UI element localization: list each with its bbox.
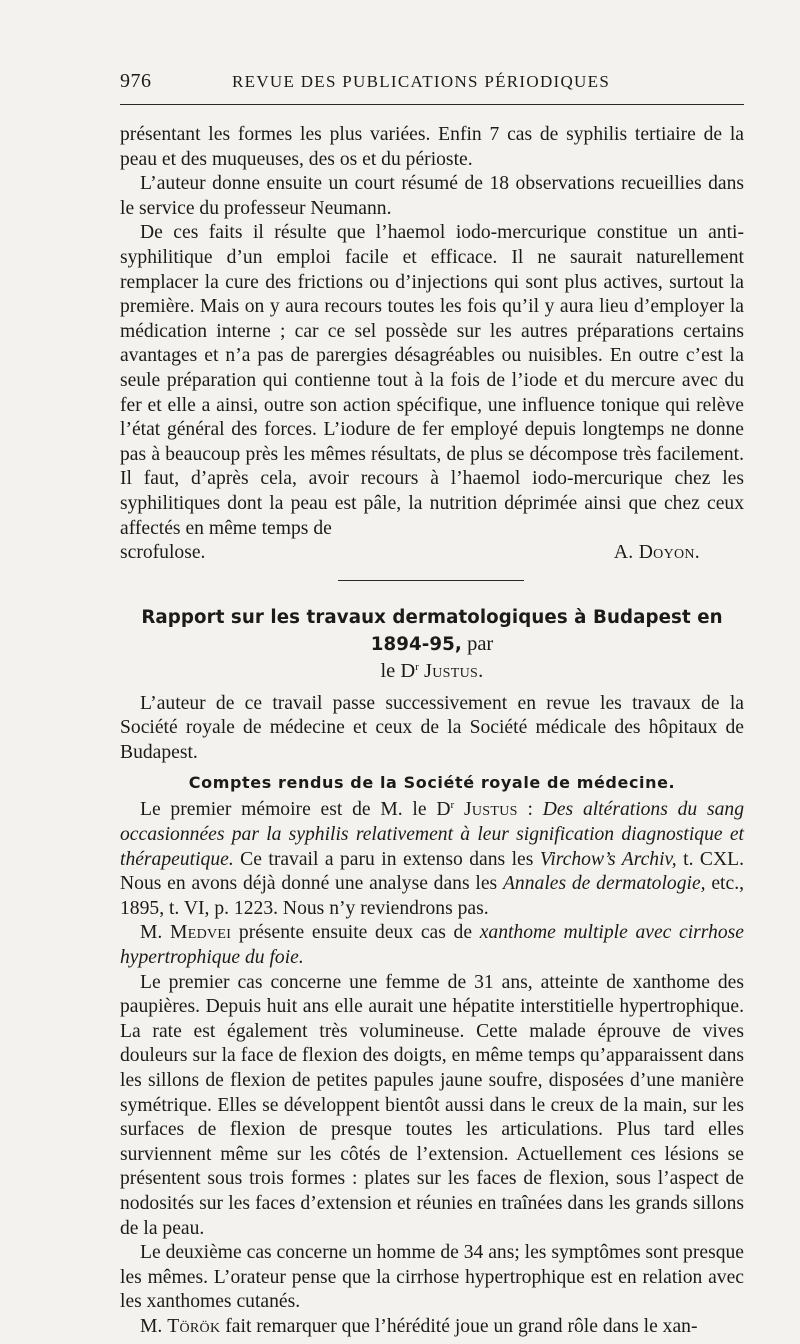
- section-divider: [338, 580, 524, 581]
- memoir-title: Des altérations du sang occasionnées par la syphilis relativement à leur signification diagnostique et thérapeutique.: [120, 799, 744, 870]
- page-number: 976: [120, 70, 152, 92]
- paragraph-torok: [120, 1315, 744, 1340]
- author-signature: A. Doyon.: [613, 542, 700, 564]
- paragraph-intro: L’auteur de ce travail passe successivement en revue les travaux de la Société royale de médecine et ceux de la Société médicale des hôpitaux de Budapest.: [120, 692, 744, 763]
- section-subheading: Comptes rendus de la Société royale de médecine.: [188, 773, 676, 793]
- text-run: etc., 1895, t. VI, p. 1223. Nous n’y reviendrons pas.: [120, 873, 744, 919]
- paragraph-case-one: Le premier cas concerne une femme de 31 ans, atteinte de xanthome des paupières. Depuis huit ans elle aurait une hépatite interstitielle hypertrophique. La rate est également très volumineuse. Cette malade éprouve de vives douleurs sur la face de flexion des doigts, en même temps qu’apparaissent dans les sillons de flexion de petites papules jaune soufre, disposées d’une manière symétrique. Elles se développent bientôt aussi dans le creux de la main, sur les surfaces de flexion de presque toutes les articulations. Plus tard elles surviennent même sur les côtés de l’extension. Actuellement ces lésions se présentent sous trois formes : plates sur les faces de flexion, sous l’aspect de nodosités sur les faces d’extension et réunies en traînées dans les grands sillons de la peau.: [120, 971, 744, 1239]
- text-run: présente ensuite deux cas de: [231, 922, 480, 944]
- case-title: xanthome multiple avec cirrhose hypertrophique du foie.: [120, 922, 744, 969]
- text-run: Ce travail a paru in extenso dans les: [233, 848, 540, 870]
- text-run: fait remarquer que l’hérédité joue un grand rôle dans le xan-: [220, 1315, 698, 1337]
- article-signature-line: [120, 541, 744, 566]
- paragraph-neumann: L’auteur donne ensuite un court résumé de 18 observations recueillies dans le service du professeur Neumann.: [120, 173, 744, 219]
- author-sup: r: [415, 660, 419, 673]
- superscript: r: [450, 799, 455, 812]
- author-name: Justus.: [423, 659, 484, 682]
- text-run: M.: [140, 1315, 168, 1337]
- journal-title: Annales de dermatologie,: [502, 873, 706, 895]
- author-prefix: le D: [380, 659, 416, 682]
- paragraph-case-two: Le deuxième cas concerne un homme de 34 ans; les symptômes sont presque les mêmes. L’orateur pense que la cirrhose hypertrophique est en relation avec les xanthomes cutanés.: [120, 1242, 744, 1313]
- article-title-text: Rapport sur les travaux dermatologiques à Budapest en 1894-95,: [141, 606, 723, 655]
- page-body: [120, 123, 744, 1340]
- paragraph-continuation: présentant les formes les plus variées. Enfin 7 cas de syphilis tertiaire de la peau et des muqueuses, des os et du périoste.: [120, 124, 744, 170]
- paragraph-justus: [120, 798, 744, 921]
- article-title-par: par: [467, 632, 494, 655]
- article-author: [120, 658, 744, 684]
- author-name: Török: [167, 1315, 221, 1337]
- article-title: [120, 604, 744, 684]
- text-run: Le premier mémoire est de M. le D: [140, 799, 451, 821]
- author-name: Justus: [463, 799, 518, 821]
- text-run: M.: [140, 922, 171, 944]
- author-name: Medvei: [170, 922, 232, 944]
- header-rule: [120, 104, 744, 105]
- text-run: :: [517, 799, 543, 821]
- text-run: t. CXL. Nous en avons déjà donné une analyse dans les: [120, 848, 744, 895]
- paragraph-medvei: [120, 921, 744, 970]
- running-title: REVUE DES PUBLICATIONS PÉRIODIQUES: [232, 72, 611, 91]
- journal-title: Virchow’s Archiv,: [539, 848, 677, 870]
- paragraph-haemol: De ces faits il résulte que l’haemol iodo-mercurique constitue un anti-syphilitique d’un emploi facile et efficace. Il ne saurait naturellement remplacer la cure des frictions ou d’injections qui sont plus actives, surtout la première. Mais on y aura recours toutes les fois qu’il y aura lieu d’employer la médication interne ; car ce sel possède sur les autres préparations certains avantages et n’a pas de parergies désagréables ou nuisibles. En outre c’est la seule préparation qui contienne tout à la fois de l’iode et du mercure avec du fer et elle a ainsi, outre son action spécifique, une influence tonique qui relève l’état général des forces. L’iodure de fer employé depuis longtemps ne donne pas à beaucoup près les mêmes résultats, de plus se décompose très facilement. Il faut, d’après cela, avoir recours à l’haemol iodo-mercurique chez les syphilitiques dont la peau est pâle, la nutrition déprimée ainsi que chez ceux affectés en même temps de: [120, 222, 744, 539]
- page-header: [120, 68, 744, 102]
- last-word: scrofulose.: [120, 542, 206, 564]
